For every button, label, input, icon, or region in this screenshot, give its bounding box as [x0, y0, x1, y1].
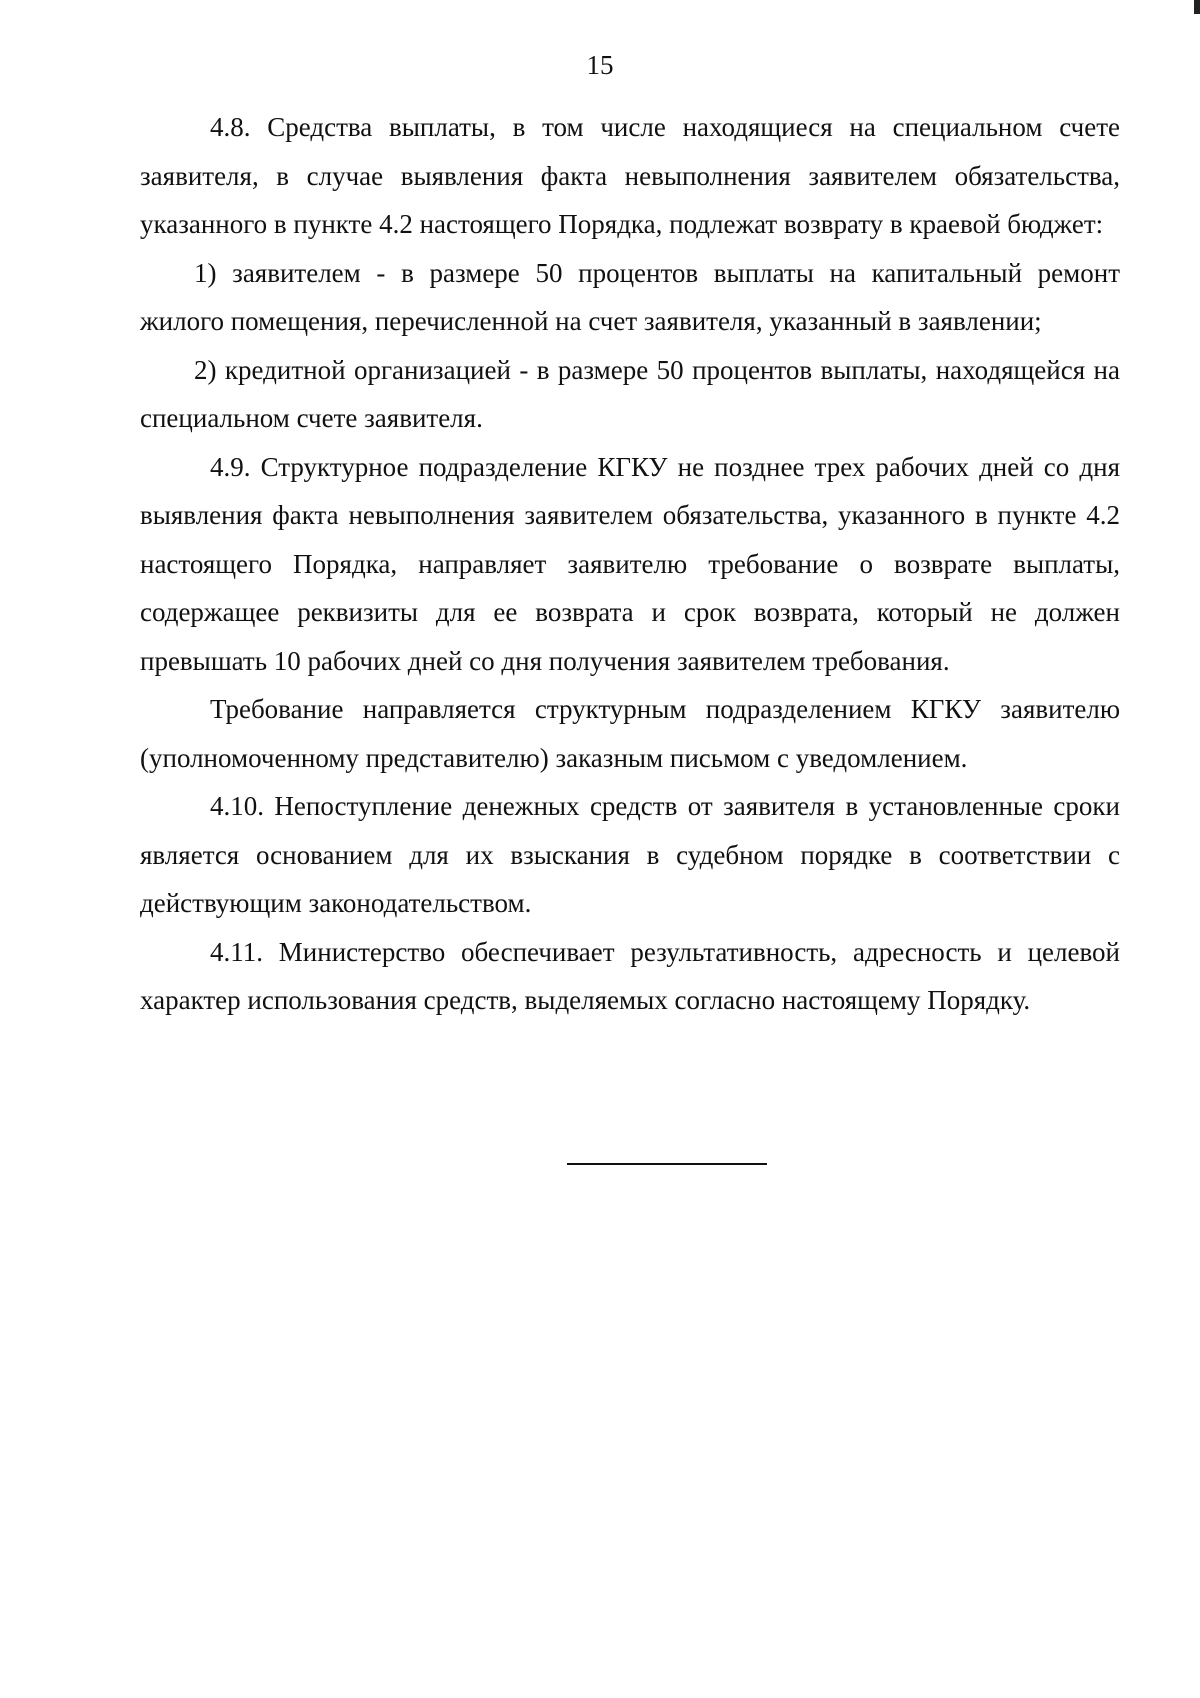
page-number: 15 — [586, 50, 614, 80]
paragraph-4-11: 4.11. Министерство обеспечивает результативность, адресность и целевой характер использования средств, выделяемых согласно настоящему Порядку. — [140, 936, 1120, 1015]
document-body — [140, 103, 1120, 1025]
paragraph-4-10: 4.10. Непоступление денежных средств от заявителя в установленные сроки является основанием для их взыскания в судебном порядке в соответствии с действующим законодательством. — [140, 791, 1120, 918]
paragraph-4-9: 4.9. Структурное подразделение КГКУ не позднее трех рабочих дней со дня выявления факта невыполнения заявителем обязательства, указанного в пункте 4.2 настоящего Порядка, направляет заявителю требование о возврате выплаты, содержащее реквизиты для ее возврата и срок возврата, который не должен превышать 10 рабочих дней со дня получения заявителем требования. — [140, 451, 1120, 676]
paragraph-item-2: 2) кредитной организацией - в размере 50 процентов выплаты, находящейся на специальном счете заявителя. — [140, 354, 1120, 433]
scan-edge-mark — [1194, 0, 1200, 14]
end-of-document-rule — [567, 1163, 767, 1165]
paragraph-item-1: 1) заявителем - в размере 50 процентов выплаты на капитальный ремонт жилого помещения, перечисленной на счет заявителя, указанный в заявлении; — [140, 257, 1120, 336]
paragraph-4-8: 4.8. Средства выплаты, в том числе находящиеся на специальном счете заявителя, в случае выявления факта невыполнения заявителем обязательства, указанного в пункте 4.2 настоящего Порядка, подлежат возврату в краевой бюджет: — [140, 112, 1120, 239]
paragraph-requirement: Требование направляется структурным подразделением КГКУ заявителю (уполномоченному представителю) заказным письмом с уведомлением. — [140, 694, 1120, 773]
